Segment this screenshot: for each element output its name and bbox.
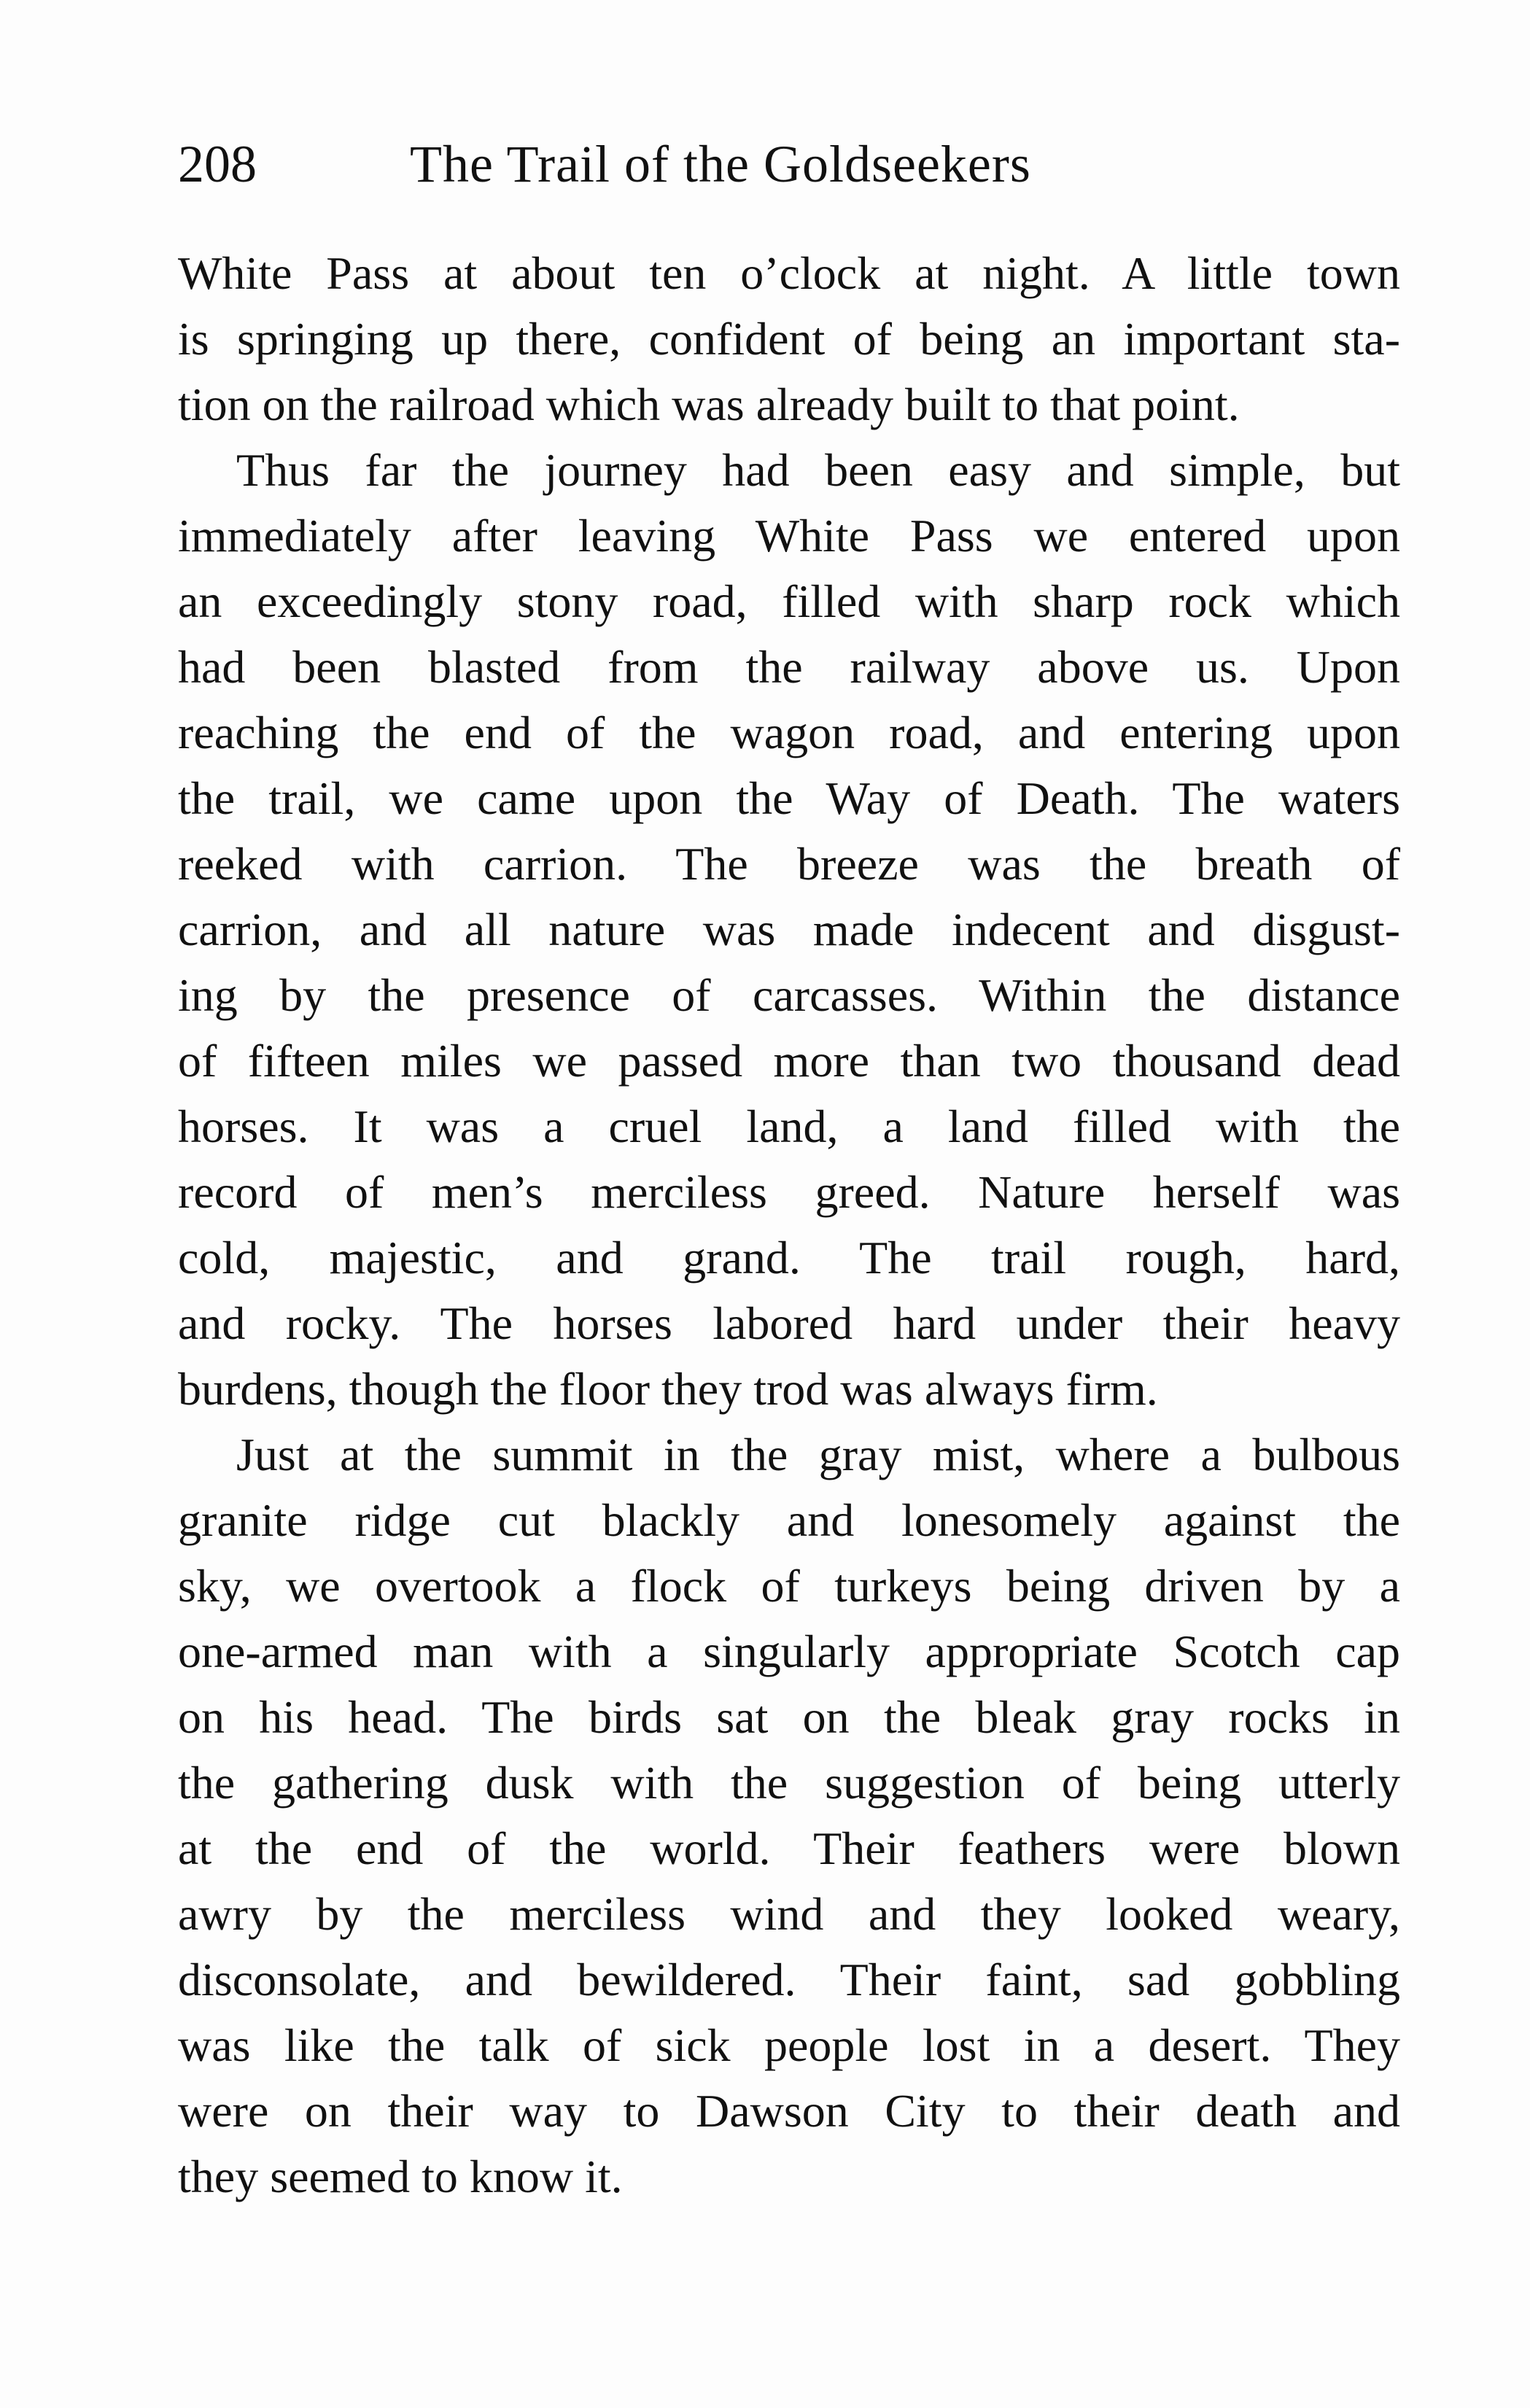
text-line: awry by the merciless wind and they looked weary,	[178, 1888, 1400, 1940]
text-line: Thus far the journey had been easy and simple, but	[236, 444, 1400, 496]
text-line: had been blasted from the railway above us. Upon	[178, 641, 1400, 693]
text-line: burdens, though the floor they trod was always firm.	[178, 1363, 1158, 1415]
text-line: the gathering dusk with the suggestion of being utterly	[178, 1757, 1400, 1809]
text-line: were on their way to Dawson City to their death and	[178, 2085, 1400, 2137]
body-text	[178, 241, 1400, 2210]
text-line: carrion, and all nature was made indecent and disgust-	[178, 904, 1400, 955]
page-header	[178, 124, 1418, 204]
text-line: is springing up there, confident of being an important sta-	[178, 313, 1400, 365]
text-line: ing by the presence of carcasses. Within the distance	[178, 969, 1400, 1021]
text-line: tion on the railroad which was already built to that point.	[178, 378, 1240, 430]
text-line: horses. It was a cruel land, a land filled with the	[178, 1100, 1400, 1152]
text-line: Just at the summit in the gray mist, where a bulbous	[236, 1429, 1400, 1480]
text-line: White Pass at about ten o’clock at night. A little town	[178, 247, 1400, 299]
text-line: they seemed to know it.	[178, 2151, 623, 2202]
text-line: reaching the end of the wagon road, and entering upon	[178, 707, 1400, 758]
text-line: one-armed man with a singularly appropriate Scotch cap	[178, 1626, 1400, 1677]
text-line: cold, majestic, and grand. The trail rough, hard,	[178, 1232, 1400, 1283]
running-title: The Trail of the Goldseekers	[410, 135, 1031, 193]
text-line: was like the talk of sick people lost in a desert. They	[178, 2019, 1400, 2071]
text-line: record of men’s merciless greed. Nature herself was	[178, 1166, 1400, 1218]
text-line: the trail, we came upon the Way of Death. The waters	[178, 772, 1400, 824]
text-line: on his head. The birds sat on the bleak gray rocks in	[178, 1691, 1400, 1743]
text-line: disconsolate, and bewildered. Their faint, sad gobbling	[178, 1954, 1400, 2005]
text-line: an exceedingly stony road, filled with sharp rock which	[178, 575, 1400, 627]
text-line: immediately after leaving White Pass we entered upon	[178, 510, 1400, 562]
page-number: 208	[178, 135, 257, 193]
text-line: of fifteen miles we passed more than two thousand dead	[178, 1035, 1400, 1087]
text-line: granite ridge cut blackly and lonesomely against the	[178, 1494, 1400, 1546]
text-line: at the end of the world. Their feathers were blown	[178, 1822, 1400, 1874]
text-line: reeked with carrion. The breeze was the breath of	[178, 838, 1400, 890]
text-line: and rocky. The horses labored hard under their heavy	[178, 1297, 1400, 1349]
text-line: sky, we overtook a flock of turkeys being driven by a	[178, 1560, 1400, 1612]
